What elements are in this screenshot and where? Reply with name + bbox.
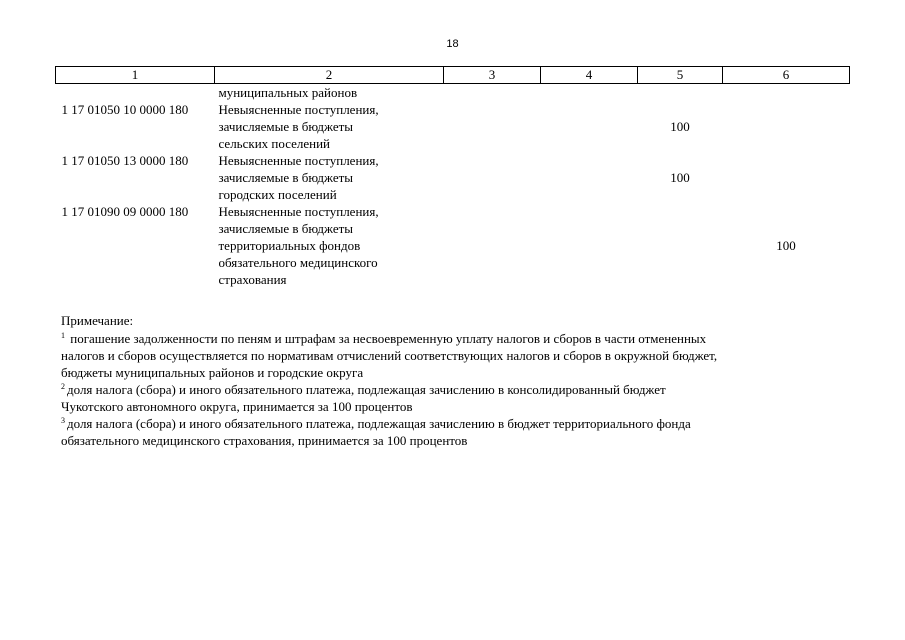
row-col6 — [723, 152, 850, 203]
row-code: 1 17 01090 09 0000 180 — [61, 204, 189, 219]
footnote-3 — [61, 415, 841, 449]
footnote-line — [61, 416, 691, 431]
footnote-line: налогов и сборов осуществляется по нормативам отчислений соответствующих налогов и сборов в окружной бюджет, — [61, 348, 718, 363]
row-name-line: муниципальных районов — [218, 85, 358, 100]
budget-table-container — [55, 66, 849, 288]
table-row — [56, 84, 850, 102]
footnote-marker: 1 — [61, 331, 65, 340]
row-name-line: Невыясненные поступления, — [218, 204, 379, 219]
footnote-1 — [61, 330, 841, 381]
row-name — [215, 152, 444, 203]
row-col5: 100 — [670, 170, 690, 185]
row-col3 — [444, 101, 541, 152]
footnote-line: обязательного медицинского страхования, принимается за 100 процентов — [61, 433, 468, 448]
table-row — [56, 101, 850, 152]
row-name-line: зачисляемые в бюджеты — [218, 221, 354, 236]
row-code — [56, 84, 215, 102]
row-col5: 100 — [670, 119, 690, 134]
row-code: 1 17 01050 13 0000 180 — [61, 153, 189, 168]
row-col3 — [444, 152, 541, 203]
row-col4 — [541, 152, 638, 203]
row-col5 — [638, 84, 723, 102]
table-row — [56, 152, 850, 203]
notes-title: Примечание: — [61, 313, 134, 328]
footnote-text: доля налога (сбора) и иного обязательного платежа, подлежащая зачислению в бюджет территориального фонда — [67, 416, 691, 431]
row-col6: 100 — [776, 238, 796, 253]
row-code: 1 17 01050 10 0000 180 — [61, 102, 189, 117]
row-col3 — [444, 84, 541, 102]
row-col6 — [723, 101, 850, 152]
table-header-row — [56, 67, 850, 84]
row-col4 — [541, 203, 638, 288]
table-row — [56, 203, 850, 288]
footnote-line — [61, 382, 666, 397]
row-col4 — [541, 101, 638, 152]
footnote-line — [61, 331, 706, 346]
row-name-line: Невыясненные поступления, — [218, 153, 379, 168]
header-cell-5: 5 — [638, 67, 723, 84]
footnote-marker: 2 — [61, 382, 65, 391]
row-col6 — [723, 84, 850, 102]
row-name-line: Невыясненные поступления, — [218, 102, 379, 117]
footnote-text: доля налога (сбора) и иного обязательного платежа, подлежащая зачислению в консолидированный бюджет — [67, 382, 666, 397]
header-cell-6: 6 — [723, 67, 850, 84]
header-cell-2: 2 — [215, 67, 444, 84]
row-name-line: зачисляемые в бюджеты — [218, 170, 354, 185]
row-col3 — [444, 203, 541, 288]
footnote-line: бюджеты муниципальных районов и городские округа — [61, 365, 364, 380]
row-name — [215, 101, 444, 152]
table-header — [56, 67, 850, 84]
row-col5 — [638, 203, 723, 288]
row-name-line: обязательного медицинского — [218, 255, 378, 270]
footnote-text: погашение задолженности по пеням и штрафам за несвоевременную уплату налогов и сборов в части отмененных — [67, 331, 707, 346]
row-name-line: территориальных фондов — [218, 238, 361, 253]
page-number: 18 — [446, 38, 459, 50]
footnote-2 — [61, 381, 841, 415]
row-name-line: зачисляемые в бюджеты — [218, 119, 354, 134]
row-name — [215, 203, 444, 288]
budget-table — [55, 66, 850, 288]
row-name-line: сельских поселений — [218, 136, 331, 151]
notes-section — [61, 312, 841, 449]
header-cell-1: 1 — [56, 67, 215, 84]
row-name-line: страхования — [218, 272, 287, 287]
header-cell-4: 4 — [541, 67, 638, 84]
row-name — [215, 84, 444, 102]
footnote-marker: 3 — [61, 416, 65, 425]
header-cell-3: 3 — [444, 67, 541, 84]
footnote-line: Чукотского автономного округа, принимается за 100 процентов — [61, 399, 413, 414]
row-name-line: городских поселений — [218, 187, 337, 202]
row-col4 — [541, 84, 638, 102]
table-body — [56, 84, 850, 289]
